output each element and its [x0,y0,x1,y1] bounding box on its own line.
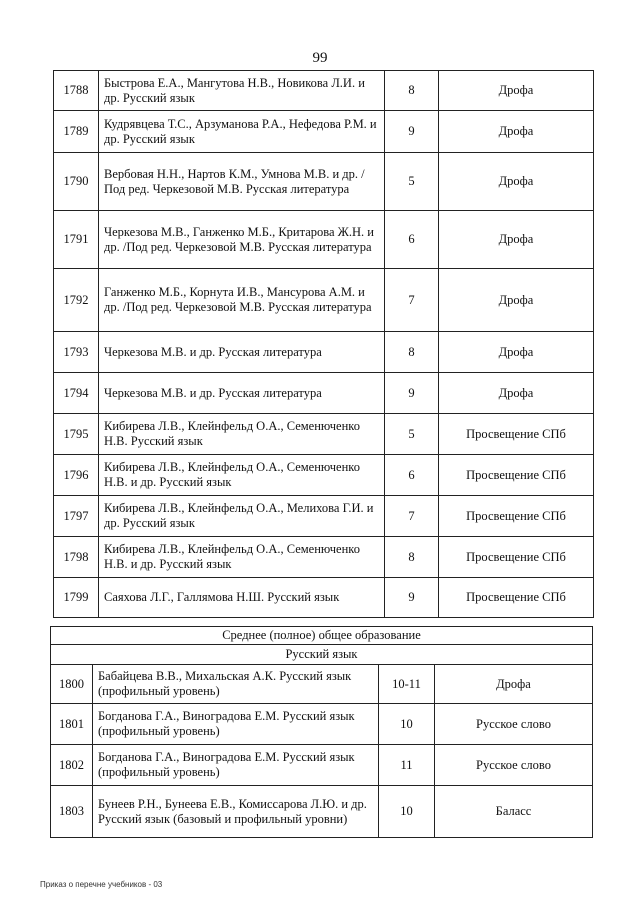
row-authors-title: Ганженко М.Б., Корнута И.В., Мансурова А.М. и др. /Под ред. Черкезовой М.В. Русская литература [99,269,385,332]
row-number: 1791 [54,211,99,269]
table-row [54,269,594,332]
rows-a-body [54,71,594,618]
row-publisher: Дрофа [435,665,593,704]
row-number: 1797 [54,496,99,537]
row-authors-title: Кудрявцева Т.С., Арзуманова Р.А., Нефедова Р.М. и др. Русский язык [99,111,385,153]
row-publisher: Просвещение СПб [439,414,594,455]
row-grade: 9 [385,111,439,153]
page-number: 99 [312,50,328,66]
row-authors-title: Саяхова Л.Г., Галлямова Н.Ш. Русский язык [99,578,385,618]
row-number: 1801 [51,704,93,745]
row-publisher: Просвещение СПб [439,537,594,578]
table-row [54,373,594,414]
table-row [51,786,593,838]
row-authors-title: Кибирева Л.В., Клейнфельд О.А., Семенюченко Н.В. и др. Русский язык [99,455,385,496]
row-publisher: Просвещение СПб [439,455,594,496]
row-grade: 5 [385,153,439,211]
table-row [54,537,594,578]
row-grade: 8 [385,332,439,373]
row-authors-title: Быстрова Е.А., Мангутова Н.В., Новикова Л.И. и др. Русский язык [99,71,385,111]
row-grade: 7 [385,269,439,332]
row-authors-title: Вербовая Н.Н., Нартов К.М., Умнова М.В. и др. / Под ред. Черкезовой М.В. Русская литература [99,153,385,211]
row-number: 1798 [54,537,99,578]
row-number: 1794 [54,373,99,414]
footer-note: Приказ о перечне учебников - 03 [40,880,163,889]
row-number: 1789 [54,111,99,153]
row-number: 1790 [54,153,99,211]
section-heading: Среднее (полное) общее образование [51,627,593,645]
row-authors-title: Черкезова М.В., Ганженко М.Б., Критарова Ж.Н. и др. /Под ред. Черкезовой М.В. Русская литература [99,211,385,269]
table-row [54,153,594,211]
row-authors-title: Богданова Г.А., Виноградова Е.М. Русский язык (профильный уровень) [93,704,379,745]
row-publisher: Русское слово [435,745,593,786]
row-publisher: Дрофа [439,332,594,373]
row-publisher: Дрофа [439,373,594,414]
row-publisher: Русское слово [435,704,593,745]
table-row [54,414,594,455]
table-row [54,496,594,537]
row-number: 1799 [54,578,99,618]
table-row [54,211,594,269]
table-row [54,332,594,373]
table-row [54,578,594,618]
row-grade: 9 [385,578,439,618]
row-number: 1800 [51,665,93,704]
table-row [51,704,593,745]
row-publisher: Дрофа [439,153,594,211]
row-grade: 8 [385,71,439,111]
row-grade: 7 [385,496,439,537]
row-publisher: Дрофа [439,71,594,111]
row-publisher: Просвещение СПб [439,496,594,537]
row-grade: 10-11 [379,665,435,704]
row-grade: 10 [379,704,435,745]
rows-b-body [51,627,593,838]
row-authors-title: Черкезова М.В. и др. Русская литература [99,373,385,414]
table-row [54,111,594,153]
row-grade: 6 [385,211,439,269]
section-heading-row [51,627,593,645]
row-number: 1788 [54,71,99,111]
textbook-table-basic [53,70,594,618]
subject-heading: Русский язык [51,645,593,665]
row-grade: 8 [385,537,439,578]
subject-heading-row [51,645,593,665]
row-number: 1795 [54,414,99,455]
row-authors-title: Черкезова М.В. и др. Русская литература [99,332,385,373]
row-grade: 5 [385,414,439,455]
row-number: 1793 [54,332,99,373]
row-number: 1803 [51,786,93,838]
row-publisher: Дрофа [439,269,594,332]
row-grade: 10 [379,786,435,838]
row-publisher: Просвещение СПб [439,578,594,618]
table-row [54,455,594,496]
row-authors-title: Бабайцева В.В., Михальская А.К. Русский язык (профильный уровень) [93,665,379,704]
textbook-table-secondary [50,626,593,838]
row-publisher: Дрофа [439,111,594,153]
row-grade: 11 [379,745,435,786]
table-row [51,665,593,704]
table-row [51,745,593,786]
row-authors-title: Бунеев Р.Н., Бунеева Е.В., Комиссарова Л.Ю. и др. Русский язык (базовый и профильный уровни) [93,786,379,838]
row-authors-title: Кибирева Л.В., Клейнфельд О.А., Семенюченко Н.В. Русский язык [99,414,385,455]
row-authors-title: Кибирева Л.В., Клейнфельд О.А., Семенюченко Н.В. и др. Русский язык [99,537,385,578]
row-authors-title: Кибирева Л.В., Клейнфельд О.А., Мелихова Г.И. и др. Русский язык [99,496,385,537]
table-row [54,71,594,111]
row-number: 1796 [54,455,99,496]
row-grade: 9 [385,373,439,414]
row-grade: 6 [385,455,439,496]
row-publisher: Баласс [435,786,593,838]
row-number: 1792 [54,269,99,332]
row-number: 1802 [51,745,93,786]
row-publisher: Дрофа [439,211,594,269]
row-authors-title: Богданова Г.А., Виноградова Е.М. Русский язык (профильный уровень) [93,745,379,786]
